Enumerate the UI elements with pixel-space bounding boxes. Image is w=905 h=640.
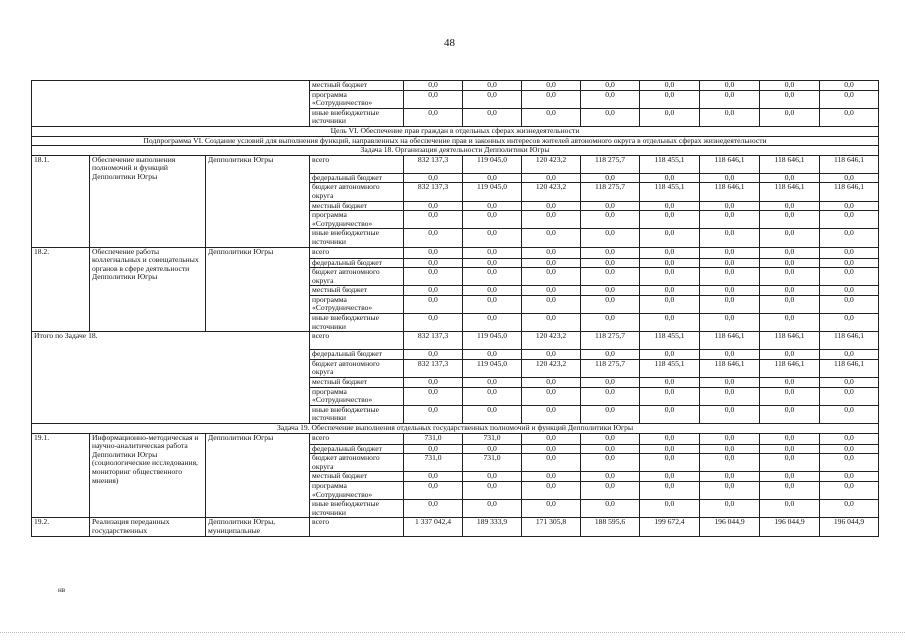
amount-cell: 0,0 — [404, 481, 463, 499]
amount-cell: 0,0 — [463, 472, 522, 482]
amount-cell: 0,0 — [700, 350, 760, 360]
amount-cell: 0,0 — [760, 81, 820, 91]
amount-cell: 0,0 — [640, 81, 700, 91]
amount-cell: 118 275,7 — [581, 183, 640, 201]
amount-cell: 0,0 — [760, 173, 820, 183]
funding-source: федеральный бюджет — [310, 444, 404, 454]
amount-cell: 0,0 — [820, 229, 879, 247]
amount-cell: 0,0 — [463, 481, 522, 499]
amount-cell: 118 646,1 — [700, 332, 760, 350]
amount-cell: 0,0 — [760, 433, 820, 444]
amount-cell: 832 137,3 — [404, 359, 463, 377]
amount-cell: 0,0 — [522, 173, 581, 183]
amount-cell: 0,0 — [820, 481, 879, 499]
item-name: Реализация переданных государственных — [90, 518, 206, 536]
amount-cell: 0,0 — [820, 500, 879, 518]
amount-cell: 0,0 — [404, 286, 463, 296]
amount-cell: 119 045,0 — [463, 359, 522, 377]
empty-cell — [32, 81, 310, 127]
funding-source: местный бюджет — [310, 472, 404, 482]
amount-cell: 0,0 — [760, 314, 820, 332]
amount-cell: 0,0 — [522, 81, 581, 91]
amount-cell: 0,0 — [820, 350, 879, 360]
amount-cell: 118 646,1 — [760, 183, 820, 201]
amount-cell: 0,0 — [404, 258, 463, 268]
amount-cell: 731,0 — [463, 433, 522, 444]
amount-cell: 0,0 — [760, 286, 820, 296]
item-code: 18.1. — [32, 155, 90, 247]
amount-cell: 0,0 — [700, 314, 760, 332]
funding-source: всего — [310, 247, 404, 258]
table-row — [32, 136, 879, 146]
amount-cell: 0,0 — [581, 444, 640, 454]
table-row — [32, 146, 879, 156]
funding-source: федеральный бюджет — [310, 258, 404, 268]
amount-cell: 0,0 — [463, 173, 522, 183]
amount-cell: 0,0 — [404, 387, 463, 405]
amount-cell: 0,0 — [640, 211, 700, 229]
amount-cell: 0,0 — [404, 314, 463, 332]
amount-cell: 118 646,1 — [820, 332, 879, 350]
amount-cell: 0,0 — [522, 314, 581, 332]
amount-cell: 0,0 — [522, 258, 581, 268]
amount-cell: 0,0 — [522, 108, 581, 126]
amount-cell: 0,0 — [463, 350, 522, 360]
amount-cell: 0,0 — [760, 444, 820, 454]
amount-cell: 0,0 — [581, 472, 640, 482]
table-row — [32, 126, 879, 136]
amount-cell: 0,0 — [581, 247, 640, 258]
amount-cell: 0,0 — [581, 295, 640, 313]
amount-cell: 0,0 — [640, 108, 700, 126]
amount-cell: 0,0 — [760, 247, 820, 258]
funding-source: бюджет автономного округа — [310, 183, 404, 201]
amount-cell: 0,0 — [404, 229, 463, 247]
amount-cell: 118 646,1 — [760, 332, 820, 350]
amount-cell: 0,0 — [820, 444, 879, 454]
amount-cell: 196 044,9 — [760, 518, 820, 536]
funding-source: иные внебюджетные источники — [310, 229, 404, 247]
amount-cell: 0,0 — [640, 433, 700, 444]
amount-cell: 0,0 — [640, 378, 700, 388]
amount-cell: 0,0 — [522, 500, 581, 518]
amount-cell: 0,0 — [522, 286, 581, 296]
amount-cell: 0,0 — [700, 405, 760, 423]
amount-cell: 199 672,4 — [640, 518, 700, 536]
amount-cell: 0,0 — [581, 286, 640, 296]
amount-cell: 120 423,2 — [522, 359, 581, 377]
amount-cell: 0,0 — [522, 90, 581, 108]
funding-source: программа «Сотрудничество» — [310, 295, 404, 313]
amount-cell: 118 646,1 — [760, 155, 820, 173]
amount-cell: 0,0 — [820, 433, 879, 444]
amount-cell: 0,0 — [522, 405, 581, 423]
funding-source: бюджет автономного округа — [310, 268, 404, 286]
amount-cell: 0,0 — [522, 350, 581, 360]
amount-cell: 0,0 — [522, 481, 581, 499]
amount-cell: 0,0 — [404, 350, 463, 360]
amount-cell: 0,0 — [760, 108, 820, 126]
amount-cell: 832 137,3 — [404, 332, 463, 350]
amount-cell: 0,0 — [581, 454, 640, 472]
amount-cell: 0,0 — [522, 387, 581, 405]
amount-cell: 119 045,0 — [463, 332, 522, 350]
amount-cell: 0,0 — [700, 481, 760, 499]
amount-cell: 0,0 — [404, 81, 463, 91]
item-name: Информационно-методическая и научно-аналитическая работа Депполитики Югры (социологические исследования, мониторинг общественного мнения) — [90, 433, 206, 518]
amount-cell: 0,0 — [760, 481, 820, 499]
amount-cell: 0,0 — [404, 444, 463, 454]
amount-cell: 0,0 — [404, 90, 463, 108]
amount-cell: 0,0 — [700, 286, 760, 296]
amount-cell: 119 045,0 — [463, 183, 522, 201]
amount-cell: 0,0 — [581, 81, 640, 91]
amount-cell: 0,0 — [463, 268, 522, 286]
amount-cell: 0,0 — [581, 481, 640, 499]
amount-cell: 118 646,1 — [820, 359, 879, 377]
amount-cell: 118 646,1 — [700, 359, 760, 377]
amount-cell: 0,0 — [700, 229, 760, 247]
item-executor: Депполитики Югры — [206, 155, 310, 247]
funding-source: местный бюджет — [310, 378, 404, 388]
amount-cell: 0,0 — [404, 201, 463, 211]
scan-edge — [0, 632, 905, 633]
item-name: Обеспечение выполнения полномочий и функций Депполитики Югры — [90, 155, 206, 247]
funding-source: иные внебюджетные источники — [310, 108, 404, 126]
amount-cell: 0,0 — [522, 247, 581, 258]
item-executor: Депполитики Югры, муниципальные — [206, 518, 310, 536]
table-row — [32, 433, 879, 444]
amount-cell: 0,0 — [640, 472, 700, 482]
amount-cell: 0,0 — [404, 295, 463, 313]
funding-source: всего — [310, 518, 404, 536]
table-row — [32, 518, 879, 536]
amount-cell: 0,0 — [760, 378, 820, 388]
amount-cell: 0,0 — [700, 295, 760, 313]
amount-cell: 0,0 — [404, 500, 463, 518]
amount-cell: 0,0 — [522, 229, 581, 247]
table-row — [32, 247, 879, 258]
amount-cell: 118 455,1 — [640, 183, 700, 201]
amount-cell: 0,0 — [700, 81, 760, 91]
funding-source: бюджет автономного округа — [310, 454, 404, 472]
amount-cell: 119 045,0 — [463, 155, 522, 173]
funding-source: местный бюджет — [310, 201, 404, 211]
amount-cell: 0,0 — [522, 472, 581, 482]
amount-cell: 118 646,1 — [700, 155, 760, 173]
total-label: Итого по Задаче 18. — [32, 332, 310, 424]
funding-source: программа «Сотрудничество» — [310, 90, 404, 108]
subprogram-header: Подпрограмма VI. Создание условий для выполнения функций, направленных на обеспечение прав и законных интересов жителей автономного округа в отдельных сферах жизнедеятельности — [32, 136, 879, 146]
amount-cell: 0,0 — [700, 433, 760, 444]
amount-cell: 118 455,1 — [640, 359, 700, 377]
amount-cell: 0,0 — [463, 247, 522, 258]
amount-cell: 0,0 — [463, 81, 522, 91]
amount-cell: 0,0 — [581, 258, 640, 268]
funding-source: федеральный бюджет — [310, 173, 404, 183]
amount-cell: 196 044,9 — [820, 518, 879, 536]
amount-cell: 0,0 — [640, 201, 700, 211]
amount-cell: 118 646,1 — [700, 183, 760, 201]
amount-cell: 0,0 — [463, 90, 522, 108]
amount-cell: 0,0 — [700, 247, 760, 258]
table-row — [32, 155, 879, 173]
funding-source: всего — [310, 332, 404, 350]
table-row — [32, 424, 879, 434]
amount-cell: 0,0 — [463, 444, 522, 454]
amount-cell: 0,0 — [700, 108, 760, 126]
amount-cell: 0,0 — [700, 444, 760, 454]
amount-cell: 0,0 — [820, 247, 879, 258]
amount-cell: 0,0 — [700, 500, 760, 518]
amount-cell: 120 423,2 — [522, 155, 581, 173]
amount-cell: 731,0 — [404, 454, 463, 472]
amount-cell: 0,0 — [700, 268, 760, 286]
amount-cell: 731,0 — [404, 433, 463, 444]
amount-cell: 0,0 — [522, 454, 581, 472]
amount-cell: 832 137,3 — [404, 155, 463, 173]
amount-cell: 0,0 — [640, 481, 700, 499]
amount-cell: 0,0 — [640, 258, 700, 268]
amount-cell: 0,0 — [640, 387, 700, 405]
amount-cell: 0,0 — [760, 454, 820, 472]
amount-cell: 0,0 — [404, 268, 463, 286]
amount-cell: 0,0 — [640, 229, 700, 247]
amount-cell: 0,0 — [760, 90, 820, 108]
amount-cell: 0,0 — [404, 108, 463, 126]
amount-cell: 120 423,2 — [522, 332, 581, 350]
amount-cell: 0,0 — [640, 90, 700, 108]
amount-cell: 118 646,1 — [820, 155, 879, 173]
amount-cell: 0,0 — [640, 295, 700, 313]
amount-cell: 120 423,2 — [522, 183, 581, 201]
amount-cell: 0,0 — [700, 472, 760, 482]
amount-cell: 0,0 — [404, 211, 463, 229]
amount-cell: 196 044,9 — [700, 518, 760, 536]
amount-cell: 0,0 — [522, 444, 581, 454]
amount-cell: 0,0 — [820, 211, 879, 229]
amount-cell: 0,0 — [581, 405, 640, 423]
amount-cell: 0,0 — [760, 387, 820, 405]
amount-cell: 0,0 — [820, 90, 879, 108]
amount-cell: 0,0 — [760, 258, 820, 268]
amount-cell: 0,0 — [463, 286, 522, 296]
amount-cell: 0,0 — [640, 286, 700, 296]
amount-cell: 0,0 — [463, 387, 522, 405]
amount-cell: 0,0 — [760, 268, 820, 286]
amount-cell: 118 646,1 — [820, 183, 879, 201]
amount-cell: 0,0 — [522, 433, 581, 444]
amount-cell: 0,0 — [581, 378, 640, 388]
amount-cell: 0,0 — [820, 173, 879, 183]
amount-cell: 0,0 — [404, 378, 463, 388]
amount-cell: 0,0 — [820, 108, 879, 126]
table-row — [32, 332, 879, 350]
amount-cell: 0,0 — [640, 454, 700, 472]
amount-cell: 0,0 — [404, 472, 463, 482]
amount-cell: 0,0 — [463, 295, 522, 313]
amount-cell: 0,0 — [820, 268, 879, 286]
amount-cell: 0,0 — [640, 444, 700, 454]
amount-cell: 0,0 — [581, 173, 640, 183]
amount-cell: 0,0 — [820, 201, 879, 211]
footer-mark: нв — [58, 586, 66, 594]
amount-cell: 0,0 — [760, 472, 820, 482]
amount-cell: 118 275,7 — [581, 359, 640, 377]
amount-cell: 832 137,3 — [404, 183, 463, 201]
table-row — [32, 81, 879, 91]
amount-cell: 0,0 — [820, 387, 879, 405]
amount-cell: 171 305,8 — [522, 518, 581, 536]
amount-cell: 0,0 — [463, 108, 522, 126]
goal-header: Цель VI. Обеспечение прав граждан в отдельных сферах жизнедеятельности — [32, 126, 879, 136]
amount-cell: 0,0 — [760, 350, 820, 360]
amount-cell: 0,0 — [522, 211, 581, 229]
amount-cell: 0,0 — [581, 268, 640, 286]
amount-cell: 1 337 042,4 — [404, 518, 463, 536]
amount-cell: 0,0 — [581, 314, 640, 332]
funding-source: иные внебюджетные источники — [310, 314, 404, 332]
budget-table — [31, 80, 879, 537]
amount-cell: 0,0 — [463, 229, 522, 247]
amount-cell: 118 275,7 — [581, 155, 640, 173]
amount-cell: 0,0 — [760, 500, 820, 518]
amount-cell: 0,0 — [640, 247, 700, 258]
amount-cell: 118 646,1 — [760, 359, 820, 377]
amount-cell: 0,0 — [700, 258, 760, 268]
amount-cell: 0,0 — [820, 472, 879, 482]
task-header: Задача 18. Организация деятельности Депполитики Югры — [32, 146, 879, 156]
item-code: 19.1. — [32, 433, 90, 518]
amount-cell: 0,0 — [820, 286, 879, 296]
amount-cell: 118 455,1 — [640, 155, 700, 173]
funding-source: местный бюджет — [310, 81, 404, 91]
amount-cell: 0,0 — [760, 295, 820, 313]
amount-cell: 0,0 — [581, 229, 640, 247]
funding-source: иные внебюджетные источники — [310, 500, 404, 518]
amount-cell: 0,0 — [463, 211, 522, 229]
funding-source: программа «Сотрудничество» — [310, 387, 404, 405]
amount-cell: 0,0 — [463, 378, 522, 388]
amount-cell: 0,0 — [820, 258, 879, 268]
funding-source: местный бюджет — [310, 286, 404, 296]
amount-cell: 0,0 — [522, 378, 581, 388]
amount-cell: 0,0 — [463, 314, 522, 332]
amount-cell: 0,0 — [760, 201, 820, 211]
amount-cell: 0,0 — [700, 173, 760, 183]
amount-cell: 0,0 — [820, 295, 879, 313]
funding-source: всего — [310, 433, 404, 444]
amount-cell: 0,0 — [463, 500, 522, 518]
amount-cell: 0,0 — [640, 173, 700, 183]
amount-cell: 118 455,1 — [640, 332, 700, 350]
item-name: Обеспечение работы коллегиальных и совещательных органов в сфере деятельности Депполитики Югры — [90, 247, 206, 332]
amount-cell: 0,0 — [700, 90, 760, 108]
amount-cell: 0,0 — [700, 454, 760, 472]
amount-cell: 0,0 — [820, 378, 879, 388]
amount-cell: 0,0 — [404, 173, 463, 183]
amount-cell: 118 275,7 — [581, 332, 640, 350]
funding-source: бюджет автономного округа — [310, 359, 404, 377]
item-code: 19.2. — [32, 518, 90, 536]
amount-cell: 0,0 — [640, 314, 700, 332]
amount-cell: 0,0 — [581, 387, 640, 405]
amount-cell: 188 595,6 — [581, 518, 640, 536]
funding-source: всего — [310, 155, 404, 173]
task-header: Задача 19. Обеспечение выполнения отдельных государственных полномочий и функций Депполитики Югры — [32, 424, 879, 434]
amount-cell: 0,0 — [700, 387, 760, 405]
amount-cell: 0,0 — [820, 405, 879, 423]
amount-cell: 0,0 — [820, 454, 879, 472]
amount-cell: 0,0 — [760, 229, 820, 247]
budget-table-sheet — [31, 80, 878, 537]
amount-cell: 0,0 — [820, 314, 879, 332]
amount-cell: 0,0 — [463, 258, 522, 268]
amount-cell: 0,0 — [463, 201, 522, 211]
funding-source: иные внебюджетные источники — [310, 405, 404, 423]
amount-cell: 0,0 — [404, 247, 463, 258]
item-executor: Депполитики Югры — [206, 247, 310, 332]
amount-cell: 0,0 — [522, 268, 581, 286]
amount-cell: 0,0 — [700, 211, 760, 229]
item-executor: Депполитики Югры — [206, 433, 310, 518]
funding-source: программа «Сотрудничество» — [310, 481, 404, 499]
amount-cell: 189 333,9 — [463, 518, 522, 536]
amount-cell: 0,0 — [640, 500, 700, 518]
amount-cell: 0,0 — [820, 81, 879, 91]
amount-cell: 0,0 — [581, 90, 640, 108]
amount-cell: 731,0 — [463, 454, 522, 472]
amount-cell: 0,0 — [404, 405, 463, 423]
amount-cell: 0,0 — [522, 295, 581, 313]
amount-cell: 0,0 — [700, 201, 760, 211]
amount-cell: 0,0 — [640, 268, 700, 286]
amount-cell: 0,0 — [700, 378, 760, 388]
amount-cell: 0,0 — [581, 350, 640, 360]
item-code: 18.2. — [32, 247, 90, 332]
amount-cell: 0,0 — [760, 405, 820, 423]
amount-cell: 0,0 — [640, 405, 700, 423]
funding-source: федеральный бюджет — [310, 350, 404, 360]
page-number: 48 — [444, 37, 455, 49]
amount-cell: 0,0 — [581, 433, 640, 444]
amount-cell: 0,0 — [581, 500, 640, 518]
amount-cell: 0,0 — [581, 201, 640, 211]
amount-cell: 0,0 — [463, 405, 522, 423]
amount-cell: 0,0 — [581, 211, 640, 229]
amount-cell: 0,0 — [581, 108, 640, 126]
amount-cell: 0,0 — [640, 350, 700, 360]
funding-source: программа «Сотрудничество» — [310, 211, 404, 229]
amount-cell: 0,0 — [522, 201, 581, 211]
amount-cell: 0,0 — [760, 211, 820, 229]
